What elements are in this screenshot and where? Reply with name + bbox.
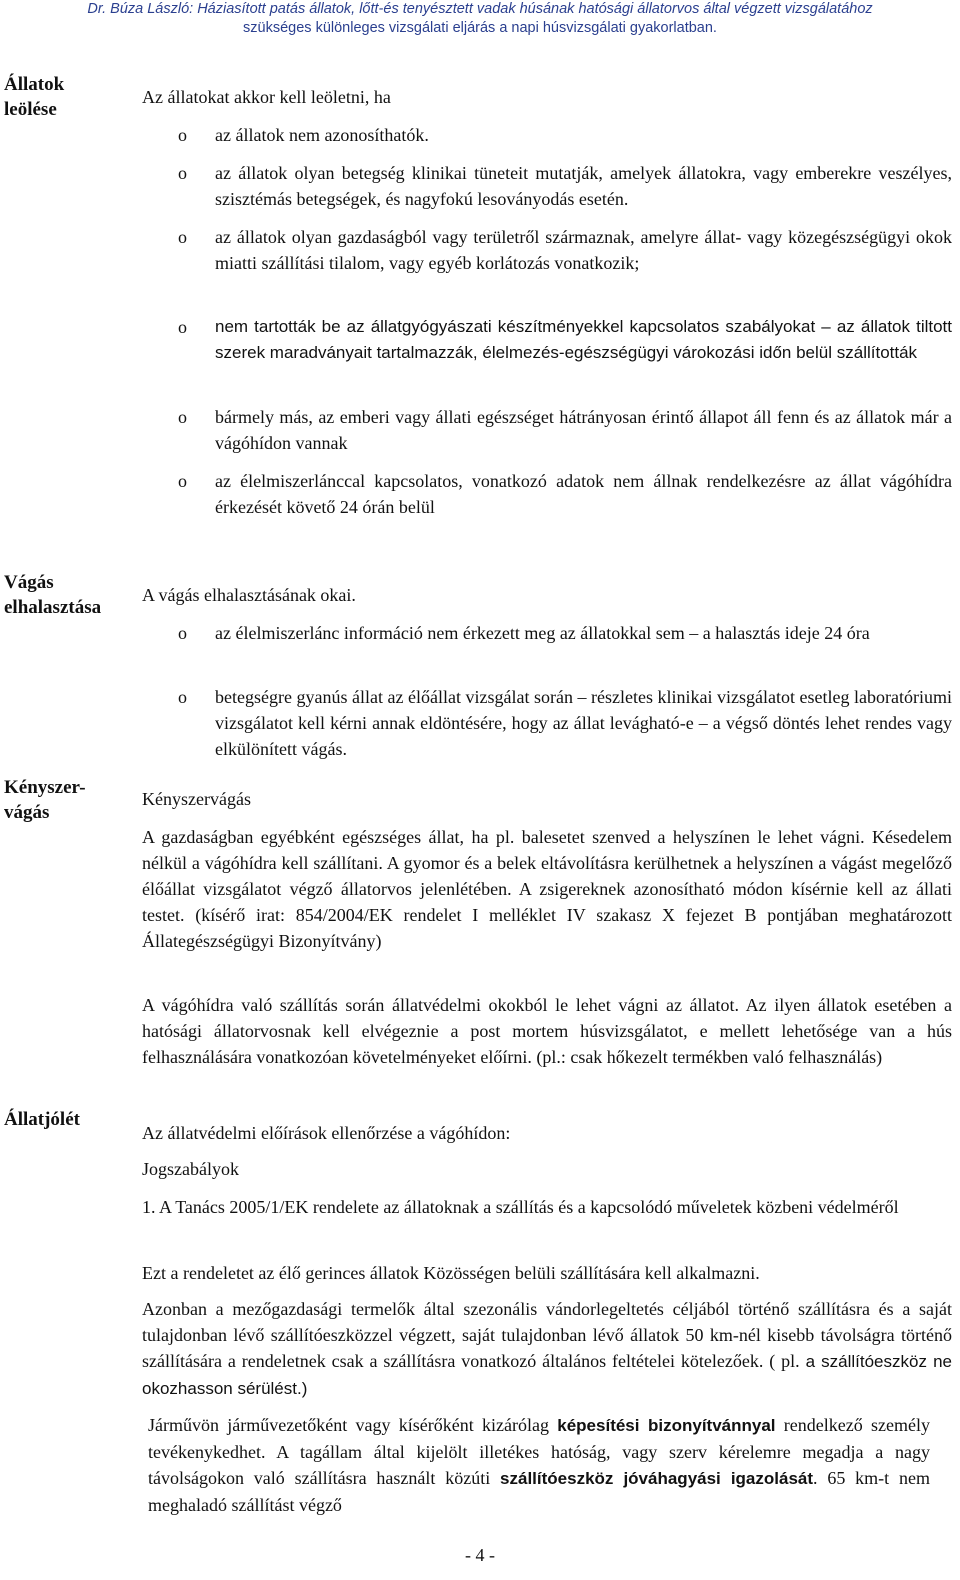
bullet: o bbox=[178, 125, 187, 145]
header-line-2: szükséges különleges vizsgálati eljárás a napi húsvizsgálati gyakorlatban. bbox=[243, 20, 717, 36]
list-item-text: az állatok nem azonosíthatók. bbox=[215, 125, 429, 145]
list-item bbox=[142, 314, 952, 392]
section4-paragraph-4: Ezt a rendeletet az élő gerinces állatok Közösségen belüli szállítására kell alkalmazni. bbox=[142, 1263, 760, 1283]
text-run: Azonban a mezőgazdasági termelők által szezonális vándorlegeltetés céljából történő szállításra és a saját tulajdonban lévő szállítóeszközzel végzett, saját tulajdonban lévő állatok 50 km-nél kisebb távolságra történő szállítására a rendeletnek csak a szállításra vonatkozó általános feltételei kötelezőek. ( pl. bbox=[142, 1299, 952, 1371]
list-item bbox=[142, 684, 952, 762]
sidebar-heading-allatjolet: Állatjólét bbox=[4, 1109, 80, 1130]
section3-paragraph-1: A gazdaságban egyébként egészséges állat, ha pl. balesetet szenved a helyszínen le lehet vágni. Késedelem nélkül a vágóhídra kell szállítani. A gyomor és a belek eltávolításra kerülhetnek a helyszínen a vágást megelőző élőállat vizsgálatot végző állatorvos jelenlétében. A zsigereknek azonosítható módon kísérnie kell az állati testet. (kísérő irat: 854/2004/EK rendelet I melléklet IV szakasz X fejezet B pontjában meghatározott Állategészségügyi Bizonyítvány) bbox=[142, 827, 952, 951]
list-item-text: az állatok olyan gazdaságból vagy területről származnak, amelyre állat- vagy közegészségügyi okok miatti szállítási tilalom, vagy egyéb korlátozás vonatkozik; bbox=[215, 227, 952, 273]
section4-paragraph-6 bbox=[148, 1412, 930, 1518]
page-number: - 4 - bbox=[465, 1545, 495, 1565]
list-item-text: bármely más, az emberi vagy állati egészséget hátrányosan érintő állapot áll fenn és az állatok már a vágóhídon vannak bbox=[215, 407, 952, 453]
section3-paragraph-2: A vágóhídra való szállítás során állatvédelmi okokból le lehet vágni az állatot. Az ilyen állatok esetében a hatósági állatorvosnak kell elvégeznie a post mortem húsvizsgálatot, e mellett lehetősége van a hús felhasználására vonatkozóan követelményeket előírni. (pl.: csak hőkezelt termékben való felhasználás) bbox=[142, 995, 952, 1067]
bullet: o bbox=[178, 317, 187, 337]
sidebar-heading-allatok-leolese: Állatok leölése bbox=[4, 74, 65, 120]
bullet: o bbox=[178, 623, 187, 643]
list-item-text: az állatok olyan betegség klinikai tüneteit mutatják, amelyek állatokra, vagy emberekre veszélyes, szisztémás betegségek, és nagyfokú lesoványodás esetén. bbox=[215, 163, 952, 209]
section4-jogszabalyok: Jogszabályok bbox=[142, 1159, 239, 1179]
header-line-1: Dr. Búza László: Háziasított patás állatok, lőtt-és tenyésztett vadak húsának hatósági állatorvos által végzett vizsgálatához bbox=[87, 1, 873, 17]
bullet: o bbox=[178, 227, 187, 247]
bullet: o bbox=[178, 407, 187, 427]
list-item bbox=[142, 160, 952, 212]
sidebar-heading-kenyszervagas: Kényszer-vágás bbox=[4, 777, 86, 823]
list-item-text: az élelmiszerlánc információ nem érkezett meg az állatokkal sem – a halasztás ideje 24 óra bbox=[215, 623, 870, 643]
list-item bbox=[142, 404, 952, 456]
list-item-text: nem tartották be az állatgyógyászati készítményekkel kapcsolatos szabályokat – az állatok tiltott szerek maradványait tartalmazzák, élelmezés-egészségügyi várokozási időn belül szállították bbox=[215, 317, 952, 362]
text-run: . 65 km-t nem meghaladó szállítást végző bbox=[148, 1468, 930, 1515]
section4-paragraph-5 bbox=[142, 1296, 952, 1402]
bold-text: szállítóeszköz jóváhagyási igazolását bbox=[500, 1469, 814, 1488]
bold-text: képesítési bizonyítvánnyal bbox=[557, 1416, 776, 1435]
text-run: Járművön járművezetőként vagy kísérőként kizárólag bbox=[148, 1415, 558, 1435]
list-item bbox=[142, 620, 952, 672]
list-item-text: betegségre gyanús állat az élőállat vizsgálat során – részletes klinikai vizsgálatot esetleg laboratóriumi vizsgálatot kell kérni annak eldöntésére, hogy az állat levágható-e – a végső döntés lehet rendes vagy elkülönített vágás. bbox=[215, 687, 952, 759]
list-item-text: az élelmiszerlánccal kapcsolatos, vonatkozó adatok nem állnak rendelkezésre az állat vágóhídra érkezését követő 24 órán belül bbox=[215, 471, 952, 517]
text-run: a szállítóeszköz ne okozhasson sérülést.) bbox=[142, 1352, 952, 1398]
list-item bbox=[142, 224, 952, 302]
sidebar-heading-vagas-elhalasztasa: Vágás elhalasztása bbox=[4, 572, 102, 618]
bullet: o bbox=[178, 163, 187, 183]
bullet: o bbox=[178, 471, 187, 491]
section4-paragraph-1: Az állatvédelmi előírások ellenőrzése a vágóhídon: bbox=[142, 1123, 511, 1143]
section3-title: Kényszervágás bbox=[142, 789, 251, 809]
text-run: rendelkező személy tevékenykedhet. A tagállam által kijelölt illetékes hatóság, vagy szerv kérelemre megadja a nagy távolságokon való szállításra használt közúti bbox=[148, 1415, 930, 1488]
list-item bbox=[142, 122, 952, 148]
section2-intro: A vágás elhalasztásának okai. bbox=[142, 585, 356, 605]
bullet: o bbox=[178, 687, 187, 707]
list-item bbox=[142, 468, 952, 520]
page-header bbox=[0, 0, 960, 42]
section1-intro: Az állatokat akkor kell leöletni, ha bbox=[142, 87, 391, 107]
section4-paragraph-3: 1. A Tanács 2005/1/EK rendelete az állatoknak a szállítás és a kapcsolódó műveletek közbeni védelméről bbox=[142, 1197, 899, 1217]
